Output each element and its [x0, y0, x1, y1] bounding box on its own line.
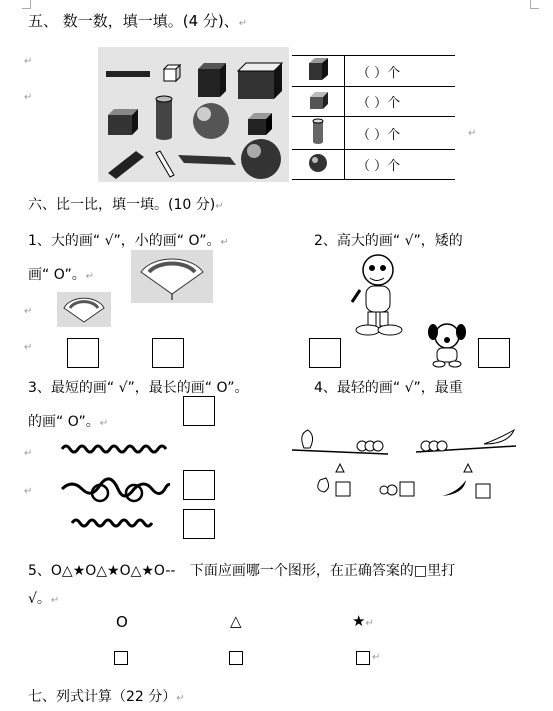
cylinder-icon [306, 117, 330, 145]
paragraph-mark: ↵ [24, 306, 33, 317]
answer-box-large-fan[interactable] [152, 338, 184, 368]
paragraph-mark: ↵ [468, 128, 477, 139]
paragraph-mark: ↵ [24, 486, 33, 497]
question-3-text: 3、最短的画“ √”，最长的画“ O”。 [28, 380, 249, 396]
question-3-text-cont: 的画“ O”。↵ [28, 414, 109, 430]
paragraph-mark: ↵ [24, 92, 33, 103]
short-dog-cartoon [425, 320, 473, 370]
answer-box-tiger[interactable] [309, 338, 341, 368]
answer-box-star[interactable] [356, 651, 370, 665]
count-answer[interactable]: （ ）个 [345, 150, 456, 180]
table-row [292, 150, 455, 180]
question-5-text-cont: √。↵ [28, 591, 60, 607]
answer-box-circle[interactable] [114, 651, 128, 665]
question-1-text: 1、大的画“ √”，小的画“ O”。↵ [28, 233, 229, 249]
margin-mark [530, 0, 539, 9]
section-6-title: 六、比一比，填一填。(10 分)↵ [28, 197, 224, 213]
answer-box-dog[interactable] [478, 338, 510, 368]
count-answer[interactable]: （ ）个 [345, 117, 456, 150]
large-fan-picture [131, 250, 213, 303]
section-5-title: 五、 数一数，填一填。(4 分)、↵ [28, 12, 248, 30]
answer-box-rope-3[interactable] [183, 509, 215, 539]
section-7-title: 七、列式计算（22 分）↵ [28, 689, 185, 705]
count-answer[interactable]: （ ）个 [345, 87, 456, 117]
sphere-icon [306, 151, 330, 175]
question-5-text: 5、O△★O△★O△★O-- 下面应画哪一个图形，在正确答案的□里打 [28, 563, 456, 579]
question-2-text: 2、高大的画“ √”，矮的 [314, 233, 463, 249]
rope-short [70, 516, 158, 530]
tall-tiger-cartoon [346, 250, 406, 338]
answer-box-triangle[interactable] [229, 651, 243, 665]
small-cube-icon [306, 89, 330, 111]
rope-medium [60, 441, 170, 457]
margin-mark [22, 0, 31, 9]
rope-long-coiled [60, 475, 170, 509]
shape-count-table [292, 55, 455, 180]
answer-box-small-fan[interactable] [67, 338, 99, 368]
table-row [292, 56, 455, 87]
paragraph-mark: ↵ [24, 56, 33, 67]
paragraph-mark: ↵ [372, 652, 381, 663]
choice-star: ★↵ [352, 612, 374, 630]
count-answer[interactable]: （ ）个 [345, 56, 456, 87]
solid-shapes-picture [98, 47, 289, 182]
paragraph-mark: ↵ [24, 342, 33, 353]
choice-circle: O [116, 613, 128, 631]
answer-box-rope-2[interactable] [183, 470, 215, 500]
question-4-text: 4、最轻的画“ √”，最重 [314, 380, 463, 396]
answer-box-rope-1[interactable] [183, 396, 215, 426]
question-1-text-cont: 画“ O”。↵ [28, 267, 95, 283]
paragraph-mark: ↵ [24, 448, 33, 459]
table-row [292, 117, 455, 150]
small-fan-picture [57, 292, 111, 327]
balance-scales-picture [284, 428, 524, 504]
cube-icon [306, 56, 330, 82]
table-row [292, 87, 455, 117]
choice-triangle: △ [230, 612, 242, 630]
